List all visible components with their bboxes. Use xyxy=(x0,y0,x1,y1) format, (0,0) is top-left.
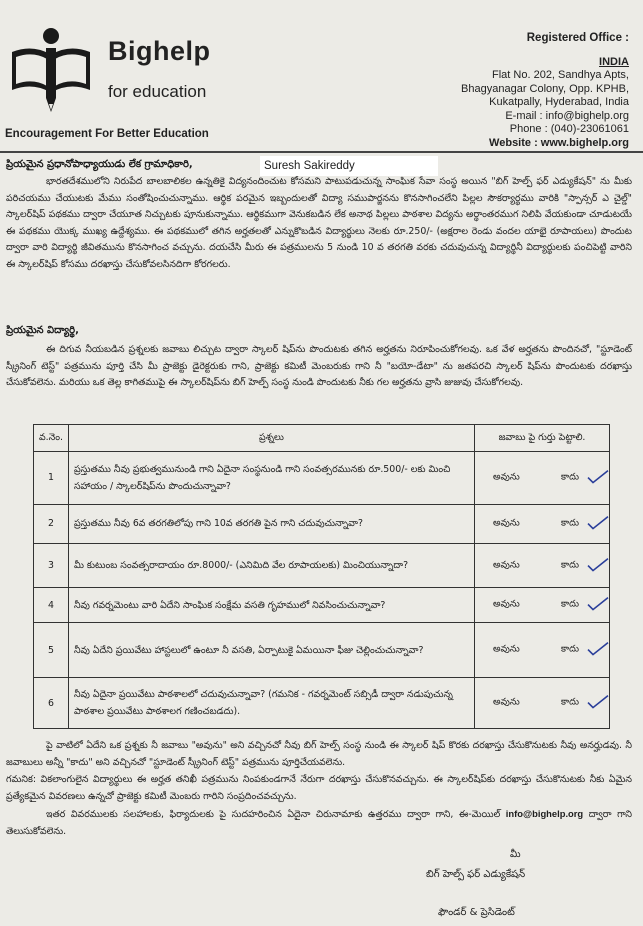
col-header-answer: జవాబు పై గుర్తు పెట్టాలి. xyxy=(475,425,610,452)
answer-yes-option[interactable]: అవును xyxy=(493,517,520,529)
contact-text: ఇతర వివరములకు సలహాలకు, ఫిర్యాదులకు పై సుదహరించిన ఏదైనా చిరునామాకు ఉత్తరము ద్వారా గాని, ఈ-మెయిల్ xyxy=(46,809,506,820)
answer-no-option[interactable]: కాదు xyxy=(561,517,579,529)
answer-yes-option[interactable]: అవును xyxy=(493,598,520,610)
checkmark-icon xyxy=(587,470,609,484)
office-country: INDIA xyxy=(599,55,629,68)
contact-paragraph xyxy=(6,806,632,840)
signoff-yours: మీ xyxy=(510,849,521,860)
office-address-line: Bhagyanagar Colony, Opp. KPHB, xyxy=(461,82,629,95)
checkmark-icon xyxy=(587,515,609,529)
table-row xyxy=(34,678,610,729)
answer-cell xyxy=(475,678,610,729)
answer-no-option[interactable]: కాదు xyxy=(561,471,579,483)
row-number: 3 xyxy=(34,543,69,588)
col-header-number: వ.నెం. xyxy=(34,425,69,452)
office-website: Website : www.bighelp.org xyxy=(489,136,629,149)
answer-cell xyxy=(475,588,610,623)
registered-office-block xyxy=(369,32,629,150)
table-row xyxy=(34,588,610,623)
answer-yes-option[interactable]: అవును xyxy=(493,696,520,708)
signoff-organization: బిగ్ హెల్ప్ ఫర్ ఎడ్యుకేషన్ xyxy=(426,869,526,880)
instructions-paragraph: ఈ దిగువ నీయబడిన ప్రశ్నలకు జవాబు లిచ్చుట ద్వారా స్కాలర్ షిప్‌ను పొందుటకు తగిన అర్హతను నిరూపించుకోగలవు. ఒక వేళ అర్హతను పొందినచో, "స్టూడెంట్ స్క్రీనింగ్ టెస్ట్" పత్రమును పూర్తి చేసి మీ ప్రాజెక్టు డైరెక్టరుకు గాని, ప్రాజెక్టు కమిటీ మెంబరుకు గాని నీ "బయో-డేటా" ను జతపరచి స్కాలర్ షిప్‌ను పొందుటకు దరఖాస్తు చేసుకోవలెను. మరియు ఒక తెల్ల కాగితముపై ఈ స్కాలర్‌షిప్‌ను బిగ్ హెల్ప్ సంస్థ నుండి పొందుటకు నీకు గల అర్హతను వ్రాసి జుజువు చేసుకోగలవు. xyxy=(6,344,632,389)
bighelp-logo-icon xyxy=(6,24,96,119)
table-header-row xyxy=(34,425,610,452)
contact-email-link[interactable]: info@bighelp.org xyxy=(505,808,584,819)
answer-no-option[interactable]: కాదు xyxy=(561,598,579,610)
contact-text-tail: ద్వారా గాని తెలుసుకోవలెను. xyxy=(6,809,633,837)
eligibility-table xyxy=(33,424,610,729)
salutation-student: ప్రియమైన విద్యార్థి, xyxy=(6,325,79,336)
intro-paragraph: భారతదేశములోని నిరుపేద బాలబాలికల ఉన్నతికై విద్యనందించుట కోసమని పాటుపడుచున్న సాంఘిక సేవా సంస్థ అయిన "బిగ్ హెల్ప్ ఫర్ ఎడ్యుకేషన్" ను మీకు పరిచయము చేయుటకు మేము సంతోషించుచున్నాము. ఆర్థిక పరమైన ఇబ్బందులతో విద్యా సముపార్జనను కొనసాగించలేని పిల్లల సౌకర్యార్థము వారికి "స్పాన్సర్ ఎ చైల్డ్" స్కాలర్‌షిప్ పథకము ద్వారా చేయూత నిచ్చుటకు పూనుకున్నాము. ఆర్థికముగా వెనుకబడిన లేక అనాథ పిల్లలు పాఠశాల విద్యను అర్థాంతరముగ నిలిపి వేయకుండా చూడుటయే ఈ పథకము యొక్క ముఖ్య ఉద్దేశ్యము. ఈ పథకములో తగిన అర్హతలతో ఎన్నుకొబడిన విద్యార్థులు నెలకు రూ.250/- (అక్షరాల రెండు వందల యాభై రూపాయలు) పొందుట ద్వారా వారి విద్యార్థి జీవితమును కొనసాగించ వచ్చును. దయచేసి మీరు ఈ పత్రములను 5 నుండి 10 వ తరగతి వరకు చదువుచున్న విద్యార్థినీ విద్యార్థులకు పంచిపెట్టి వారిని ఈ స్కాలర్‌షిప్ కోసము దరఖాస్తు చేసుకోవలసినదిగా కోరగలరు. xyxy=(6,176,632,270)
signoff-title: ఫౌండర్ & ప్రెసిడెంట్ xyxy=(438,907,515,918)
table-row xyxy=(34,504,610,543)
row-question: నీవు ఏదేని ప్రయివేటు హాస్టలులో ఉంటూ నీ వసతి, ఏర్పాటుకై ఏమయినా ఫీజు చెల్లించుచున్నావా? xyxy=(68,623,474,678)
answer-no-option[interactable]: కాదు xyxy=(561,696,579,708)
col-header-questions: ప్రశ్నలు xyxy=(68,425,474,452)
row-number: 6 xyxy=(34,678,69,729)
office-label: Registered Office : xyxy=(526,32,629,44)
checkmark-icon xyxy=(587,557,609,571)
answer-yes-option[interactable]: అవును xyxy=(493,471,520,483)
brand-name: Bighelp xyxy=(108,36,211,66)
header-divider xyxy=(0,151,643,153)
row-question: ప్రస్తుతము నీవు 6వ తరగతిలోపు గాని 10వ తరగతి పైన గాని చదువుచున్నావా? xyxy=(68,504,474,543)
row-question: నీవు గవర్నమెంటు వారి ఏదేని సాంఘిక సంక్షేమ వసతి గృహములో నివసించుచున్నావా? xyxy=(68,588,474,623)
office-phone: Phone : (040)-23061061 xyxy=(509,123,629,135)
note-paragraph: గమనిక: వికలాంగులైన విద్యార్థులు ఈ అర్హత తనిఖీ పత్రమును నింపకుండగానే నేరుగా దరఖాస్తు చేసుకొనవచ్చును. ఈ స్కాలర్‌షిప్‌కు దరఖాస్తు చేసుకొనుటకు నీకు ఏమైన ప్రత్యేకమైన వివరణలు ఉన్నచో ప్రాజెక్టు కమిటీ మెంబరు గారిని సంప్రదించవచ్చును. xyxy=(6,774,632,802)
answer-cell xyxy=(475,623,610,678)
row-number: 1 xyxy=(34,452,69,505)
answer-cell xyxy=(475,452,610,505)
row-question: ప్రస్తుతము నీవు ప్రభుత్వమునుండి గాని ఏదైనా సంస్థనుండి గాని సంవత్సరమునకు రూ.500/- లకు మించి సహాయం / స్కాలర్‌షిప్‌ను పొందుచున్నావా? xyxy=(68,452,474,505)
row-question: మీ కుటుంబ సంవత్సరాదాయం రూ.8000/- (ఎనిమిది వేల రూపాయలకు) మించియున్నాదా? xyxy=(68,543,474,588)
row-number: 4 xyxy=(34,588,69,623)
table-row xyxy=(34,623,610,678)
table-row xyxy=(34,543,610,588)
row-number: 5 xyxy=(34,623,69,678)
answer-cell xyxy=(475,543,610,588)
table-row xyxy=(34,452,610,505)
brand-subtitle: for education xyxy=(108,82,207,101)
answer-cell xyxy=(475,504,610,543)
recipient-name-field: Suresh Sakireddy xyxy=(260,156,438,176)
checkmark-icon xyxy=(587,642,609,656)
salutation-head: ప్రియమైన ప్రధానోపాధ్యాయుడు లేక గ్రామాధికారి, xyxy=(6,159,193,170)
row-number: 2 xyxy=(34,504,69,543)
office-address-line: Flat No. 202, Sandhya Apts, xyxy=(492,69,629,81)
checkmark-icon xyxy=(587,597,609,611)
office-email: E-mail : info@bighelp.org xyxy=(505,109,629,122)
tagline: Encouragement For Better Education xyxy=(5,128,209,140)
result-paragraph: పై వాటిలో ఏదేని ఒక ప్రశ్నకు నీ జవాబు "అవును" అని వచ్చినచో నీవు బిగ్ హెల్ప్ సంస్థ నుండి ఈ స్కాలర్ షిప్ కొరకు దరఖాస్తు చేసుకొనుటకు నీవు అనర్హుడవు. నీ జవాబులు అన్నీ "కాదు" అని వచ్చినచో "స్టూడెంట్ స్క్రీనింగ్ టెస్ట్" పత్రమును పూర్తిచేయవలెను. xyxy=(6,740,632,768)
answer-yes-option[interactable]: అవును xyxy=(493,643,520,655)
checkmark-icon xyxy=(587,695,609,709)
answer-yes-option[interactable]: అవును xyxy=(493,559,520,571)
row-question: నీవు ఏదైనా ప్రయివేటు పాఠశాలలో చదువుచున్నావా? (గమనిక - గవర్నమెంట్ సబ్సిడీ ద్వారా నడుపుచున్న పాఠశాల ప్రయివేటు పాఠశాలగ గణించబడదు). xyxy=(68,678,474,729)
answer-no-option[interactable]: కాదు xyxy=(561,559,579,571)
answer-no-option[interactable]: కాదు xyxy=(561,643,579,655)
office-address-line: Kukatpally, Hyderabad, India xyxy=(489,96,629,108)
